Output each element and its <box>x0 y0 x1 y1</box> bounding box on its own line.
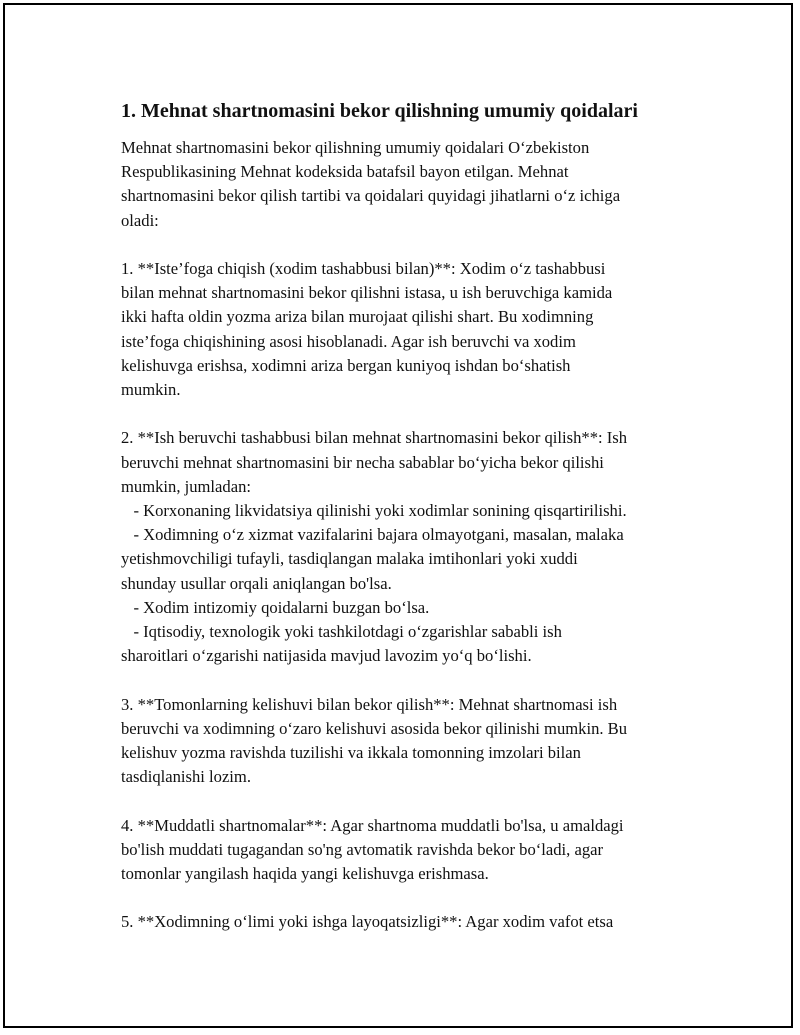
text-line: 1. **Iste’foga chiqish (xodim tashabbusi bilan)**: Xodim o‘z tashabbusi <box>121 259 606 278</box>
text-line: mumkin. <box>121 380 181 400</box>
text-line: 3. **Tomonlarning kelishuvi bilan bekor qilish**: Mehnat shartnomasi ish <box>121 694 618 714</box>
text-line: tomonlar yangilash haqida yangi kelishuvga erishmasa. <box>121 864 489 884</box>
text-line: - Xodim intizomiy qoidalarni buzgan bo‘lsa. <box>121 597 430 617</box>
text-line: shunday usullar orqali aniqlangan bo'lsa. <box>121 573 392 593</box>
text-line: bo'lish muddati tugagandan so'ng avtomatik ravishda bekor bo‘ladi, agar <box>121 839 604 859</box>
document-body <box>121 98 691 935</box>
text-line: - Korxonaning likvidatsiya qilinishi yoki xodimlar sonining qisqartirilishi. <box>121 501 627 521</box>
text-line: 4. **Muddatli shartnomalar**: Agar shartnoma muddatli bo'lsa, u amaldagi <box>121 815 624 835</box>
text-line: mumkin, jumladan: <box>121 476 251 496</box>
intro-paragraph <box>121 136 691 935</box>
paragraph-gap <box>121 789 691 813</box>
text-line: Respublikasining Mehnat kodeksida batafsil bayon etilgan. Mehnat <box>121 162 569 182</box>
text-line: ikki hafta oldin yozma ariza bilan murojaat qilishi shart. Bu xodimning <box>121 307 594 327</box>
text-line: 2. **Ish beruvchi tashabbusi bilan mehnat shartnomasini bekor qilish**: Ish <box>121 428 628 448</box>
text-line: kelishuv yozma ravishda tuzilishi va ikkala tomonning imzolari bilan <box>121 743 581 763</box>
text-line: beruvchi va xodimning o‘zaro kelishuvi asosida bekor qilinishi mumkin. Bu <box>121 718 628 738</box>
paragraph-gap <box>121 233 691 257</box>
text-line: oladi: <box>121 210 159 230</box>
text-line: Mehnat shartnomasini bekor qilishning umumiy qoidalari O‘zbekiston <box>121 138 590 157</box>
page-frame <box>3 3 793 1028</box>
text-line: 5. **Xodimning o‘limi yoki ishga layoqatsizligi**: Agar xodim vafot etsa <box>121 912 614 932</box>
paragraph-gap <box>121 886 691 910</box>
text-line: bilan mehnat shartnomasini bekor qilishni istasa, u ish beruvchiga kamida <box>121 283 613 303</box>
text-line: sharoitlari o‘zgarishi natijasida mavjud lavozim yo‘q bo‘lishi. <box>121 646 532 666</box>
text-line: tasdiqlanishi lozim. <box>121 767 251 787</box>
text-line: - Xodimning o‘z xizmat vazifalarini bajara olmayotgani, masalan, malaka <box>121 525 624 545</box>
section-heading: 1. Mehnat shartnomasini bekor qilishning umumiy qoidalari <box>121 100 638 122</box>
paragraph-gap <box>121 668 691 692</box>
text-line: beruvchi mehnat shartnomasini bir necha sabablar bo‘yicha bekor qilishi <box>121 452 604 472</box>
text-line: iste’foga chiqishining asosi hisoblanadi. Agar ish beruvchi va xodim <box>121 331 576 351</box>
text-line: - Iqtisodiy, texnologik yoki tashkilotdagi o‘zgarishlar sababli ish <box>121 622 562 642</box>
text-line: yetishmovchiligi tufayli, tasdiqlangan malaka imtihonlari yoki xuddi <box>121 549 578 569</box>
paragraph-gap <box>121 402 691 426</box>
text-line: kelishuvga erishsa, xodimni ariza bergan kuniyoq ishdan bo‘shatish <box>121 355 571 375</box>
text-line: shartnomasini bekor qilish tartibi va qoidalari quyidagi jihatlarni o‘z ichiga <box>121 186 621 206</box>
